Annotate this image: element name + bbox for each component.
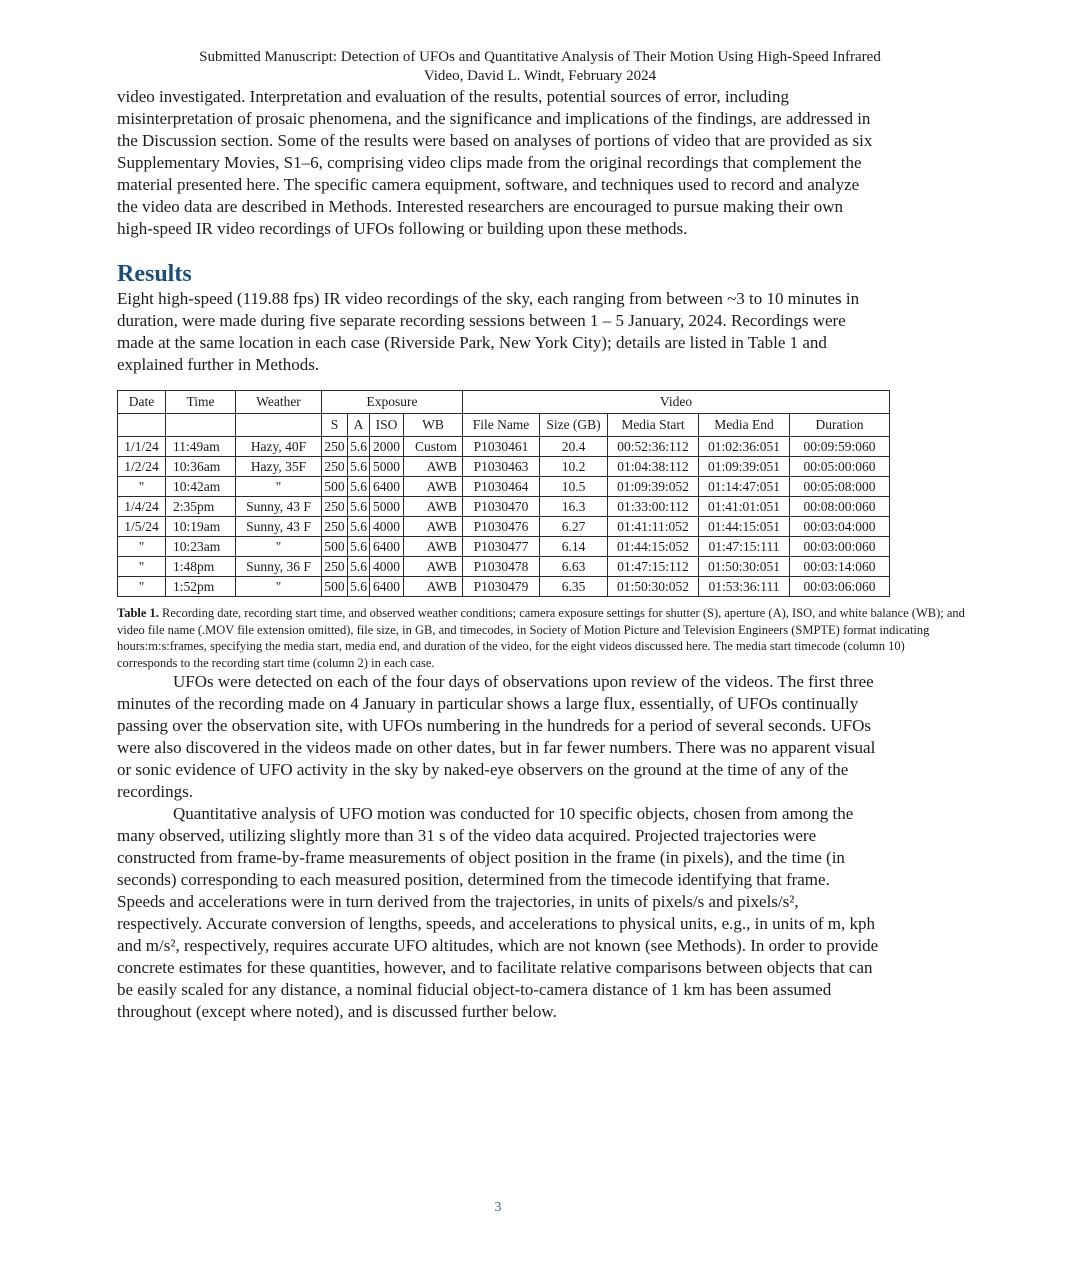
- table-cell: P1030476: [463, 517, 540, 537]
- table-cell: Custom: [404, 437, 463, 457]
- paragraph-quantitative-analysis: Quantitative analysis of UFO motion was conducted for 10 specific objects, chosen from among the many observed, utilizing slightly more than 31 s of the video data acquired. Projected trajectories were constructed from frame-by-frame measurements of object position in the frame (in pixels), and the time (in seconds) corresponding to each measured position, determined from the timecode identifying that frame. Speeds and accelerations were in turn derived from the trajectories, in units of pixels/s and pixels/s², respectively. Accurate conversion of lengths, speeds, and accelerations to physical units, e.g., in units of m, kph and m/s², respectively, requires accurate UFO altitudes, which are not known (see Methods). In order to provide concrete estimates for these quantities, however, and to facilitate relative comparisons between objects that can be easily scaled for any distance, a nominal fiducial object-to-camera distance of 1 km has been assumed throughout (except where noted), and is discussed further below.: [117, 804, 879, 1021]
- table-cell: 6.14: [540, 537, 608, 557]
- table-cell: 6400: [370, 477, 404, 497]
- table-cell: 01:04:38:112: [608, 457, 699, 477]
- table-cell: 01:09:39:051: [699, 457, 790, 477]
- table-row: [118, 497, 890, 517]
- table-cell: 10:23am: [166, 537, 236, 557]
- table-cell: 2:35pm: [166, 497, 236, 517]
- col-header-duration: Duration: [790, 414, 890, 437]
- table-cell: 5000: [370, 457, 404, 477]
- table-cell: 250: [322, 517, 348, 537]
- table-cell: AWB: [404, 537, 463, 557]
- table1-body: [118, 437, 890, 597]
- table1-caption: [117, 605, 967, 671]
- table-cell: 6400: [370, 537, 404, 557]
- col-group-video: Video: [463, 391, 890, 414]
- table-row: [118, 537, 890, 557]
- col-header-weather: Weather: [236, 391, 322, 414]
- table-cell: 01:50:30:052: [608, 577, 699, 597]
- table-cell: 01:50:30:051: [699, 557, 790, 577]
- table-cell: 00:08:00:060: [790, 497, 890, 517]
- table-row: [118, 557, 890, 577]
- table-cell: 00:03:04:000: [790, 517, 890, 537]
- col-header-aperture: A: [348, 414, 370, 437]
- table-cell: 11:49am: [166, 437, 236, 457]
- table-cell: 10.2: [540, 457, 608, 477]
- col-header-shutter: S: [322, 414, 348, 437]
- col-header-time: Time: [166, 391, 236, 414]
- table-cell: AWB: [404, 557, 463, 577]
- col-header-media-end: Media End: [699, 414, 790, 437]
- table-cell: 01:14:47:051: [699, 477, 790, 497]
- table-cell: 10:42am: [166, 477, 236, 497]
- table-cell: 00:09:59:060: [790, 437, 890, 457]
- table-cell: 1/2/24: [118, 457, 166, 477]
- table-cell: AWB: [404, 497, 463, 517]
- table-cell: 01:33:00:112: [608, 497, 699, 517]
- table-row: [118, 437, 890, 457]
- table-cell: ": [236, 577, 322, 597]
- table-cell: 01:53:36:111: [699, 577, 790, 597]
- page-number: 3: [494, 1200, 502, 1215]
- table-cell: 5.6: [348, 577, 370, 597]
- col-header-file-name: File Name: [463, 414, 540, 437]
- table-cell: Sunny, 43 F: [236, 517, 322, 537]
- table-cell: 1:48pm: [166, 557, 236, 577]
- table-cell: 1/4/24: [118, 497, 166, 517]
- col-header-empty-date: [118, 414, 166, 437]
- table1-recordings: [117, 390, 890, 597]
- table-cell: 250: [322, 557, 348, 577]
- table-cell: 01:41:01:051: [699, 497, 790, 517]
- table-cell: ": [118, 557, 166, 577]
- table-cell: P1030478: [463, 557, 540, 577]
- table-cell: P1030461: [463, 437, 540, 457]
- table-cell: Sunny, 36 F: [236, 557, 322, 577]
- table-cell: 2000: [370, 437, 404, 457]
- col-group-exposure: Exposure: [322, 391, 463, 414]
- table-cell: 00:52:36:112: [608, 437, 699, 457]
- table-cell: 250: [322, 497, 348, 517]
- table-cell: 500: [322, 577, 348, 597]
- page-content: [117, 48, 963, 1023]
- table1-caption-text: Recording date, recording start time, and observed weather conditions; camera exposure settings for shutter (S), aperture (A), ISO, and white balance (WB); and video file name (.MOV file extension omitted), file size, in GB, and timecodes, in Society of Motion Picture and Television Engineers (SMPTE) format indicating hours:m:s:frames, specifying the media start, media end, and duration of the video, for the eight videos discussed here. The media start timecode (column 10) corresponds to the recording start time (column 2) in each case.: [117, 606, 965, 670]
- table-cell: 5000: [370, 497, 404, 517]
- table-cell: 5.6: [348, 457, 370, 477]
- table-cell: 01:44:15:052: [608, 537, 699, 557]
- table-cell: Hazy, 35F: [236, 457, 322, 477]
- table-cell: AWB: [404, 517, 463, 537]
- running-header-line2: Video, David L. Windt, February 2024: [423, 68, 657, 84]
- table-cell: 00:03:14:060: [790, 557, 890, 577]
- table-cell: 4000: [370, 557, 404, 577]
- table-cell: AWB: [404, 577, 463, 597]
- table-cell: P1030463: [463, 457, 540, 477]
- table-cell: 4000: [370, 517, 404, 537]
- table-cell: 10.5: [540, 477, 608, 497]
- table-cell: 5.6: [348, 497, 370, 517]
- table-cell: P1030479: [463, 577, 540, 597]
- table-cell: ": [236, 537, 322, 557]
- table-row: [118, 477, 890, 497]
- table-cell: 500: [322, 477, 348, 497]
- col-header-empty-weather: [236, 414, 322, 437]
- table-row: [118, 577, 890, 597]
- table-cell: AWB: [404, 477, 463, 497]
- table-cell: 01:47:15:112: [608, 557, 699, 577]
- table-cell: 16.3: [540, 497, 608, 517]
- table1-caption-label: Table 1.: [117, 606, 159, 620]
- table-cell: 1/5/24: [118, 517, 166, 537]
- table-cell: ": [118, 577, 166, 597]
- table-cell: 250: [322, 457, 348, 477]
- running-header-line1: Submitted Manuscript: Detection of UFOs and Quantitative Analysis of Their Motion Using High-Speed Infrared: [199, 49, 881, 65]
- results-section-heading: Results: [117, 261, 192, 287]
- table-cell: 1:52pm: [166, 577, 236, 597]
- table-cell: 10:19am: [166, 517, 236, 537]
- table1-header: [118, 391, 890, 437]
- table-cell: 5.6: [348, 537, 370, 557]
- table-cell: 01:47:15:111: [699, 537, 790, 557]
- table-cell: AWB: [404, 457, 463, 477]
- table-cell: 01:44:15:051: [699, 517, 790, 537]
- table-cell: 00:05:00:060: [790, 457, 890, 477]
- table-cell: P1030477: [463, 537, 540, 557]
- table-cell: Sunny, 43 F: [236, 497, 322, 517]
- col-header-date: Date: [118, 391, 166, 414]
- paragraph-results-intro: Eight high-speed (119.88 fps) IR video recordings of the sky, each ranging from between ~3 to 10 minutes in duration, were made during five separate recording sessions between 1 – 5 January, 2024. Recordings were made at the same location in each case (Riverside Park, New York City); details are listed in Table 1 and explained further in Methods.: [117, 289, 860, 374]
- paragraph-ufos-detected: UFOs were detected on each of the four days of observations upon review of the videos. The first three minutes of the recording made on 4 January in particular shows a large flux, essentially, of UFOs continually passing over the observation site, with UFOs numbering in the hundreds for a period of several seconds. UFOs were also discovered in the videos made on other dates, but in far fewer numbers. There was no apparent visual or sonic evidence of UFO activity in the sky by naked-eye observers on the ground at the time of any of the recordings.: [117, 672, 876, 801]
- table-cell: 5.6: [348, 517, 370, 537]
- running-header: [117, 48, 963, 86]
- table-cell: 10:36am: [166, 457, 236, 477]
- table-cell: 5.6: [348, 437, 370, 457]
- table-cell: ": [236, 477, 322, 497]
- table1-header-group-row: [118, 391, 890, 414]
- table-cell: 5.6: [348, 557, 370, 577]
- table-cell: 01:02:36:051: [699, 437, 790, 457]
- table-cell: 6.63: [540, 557, 608, 577]
- col-header-wb: WB: [404, 414, 463, 437]
- table-cell: ": [118, 537, 166, 557]
- table-cell: 6.27: [540, 517, 608, 537]
- table-cell: P1030464: [463, 477, 540, 497]
- table-cell: 1/1/24: [118, 437, 166, 457]
- table-cell: 00:03:00:060: [790, 537, 890, 557]
- table-cell: P1030470: [463, 497, 540, 517]
- col-header-iso: ISO: [370, 414, 404, 437]
- table-cell: 01:41:11:052: [608, 517, 699, 537]
- table-cell: 6.35: [540, 577, 608, 597]
- table-cell: 00:05:08:000: [790, 477, 890, 497]
- table-cell: 00:03:06:060: [790, 577, 890, 597]
- table-cell: Hazy, 40F: [236, 437, 322, 457]
- table-cell: 6400: [370, 577, 404, 597]
- col-header-empty-time: [166, 414, 236, 437]
- table1-header-sub-row: [118, 414, 890, 437]
- col-header-size: Size (GB): [540, 414, 608, 437]
- paragraph-continuation: video investigated. Interpretation and evaluation of the results, potential sources of error, including misinterpretation of prosaic phenomena, and the significance and implications of the findings, are addressed in the Discussion section. Some of the results were based on analyses of portions of video that are provided as six Supplementary Movies, S1–6, comprising video clips made from the original recordings that complement the material presented here. The specific camera equipment, software, and techniques used to record and analyze the video data are described in Methods. Interested researchers are encouraged to pursue making their own high-speed IR video recordings of UFOs following or building upon these methods.: [117, 87, 873, 238]
- table-cell: ": [118, 477, 166, 497]
- table-row: [118, 457, 890, 477]
- col-header-media-start: Media Start: [608, 414, 699, 437]
- table-cell: 250: [322, 437, 348, 457]
- table-cell: 5.6: [348, 477, 370, 497]
- table-row: [118, 517, 890, 537]
- table-cell: 500: [322, 537, 348, 557]
- table-cell: 20.4: [540, 437, 608, 457]
- table-cell: 01:09:39:052: [608, 477, 699, 497]
